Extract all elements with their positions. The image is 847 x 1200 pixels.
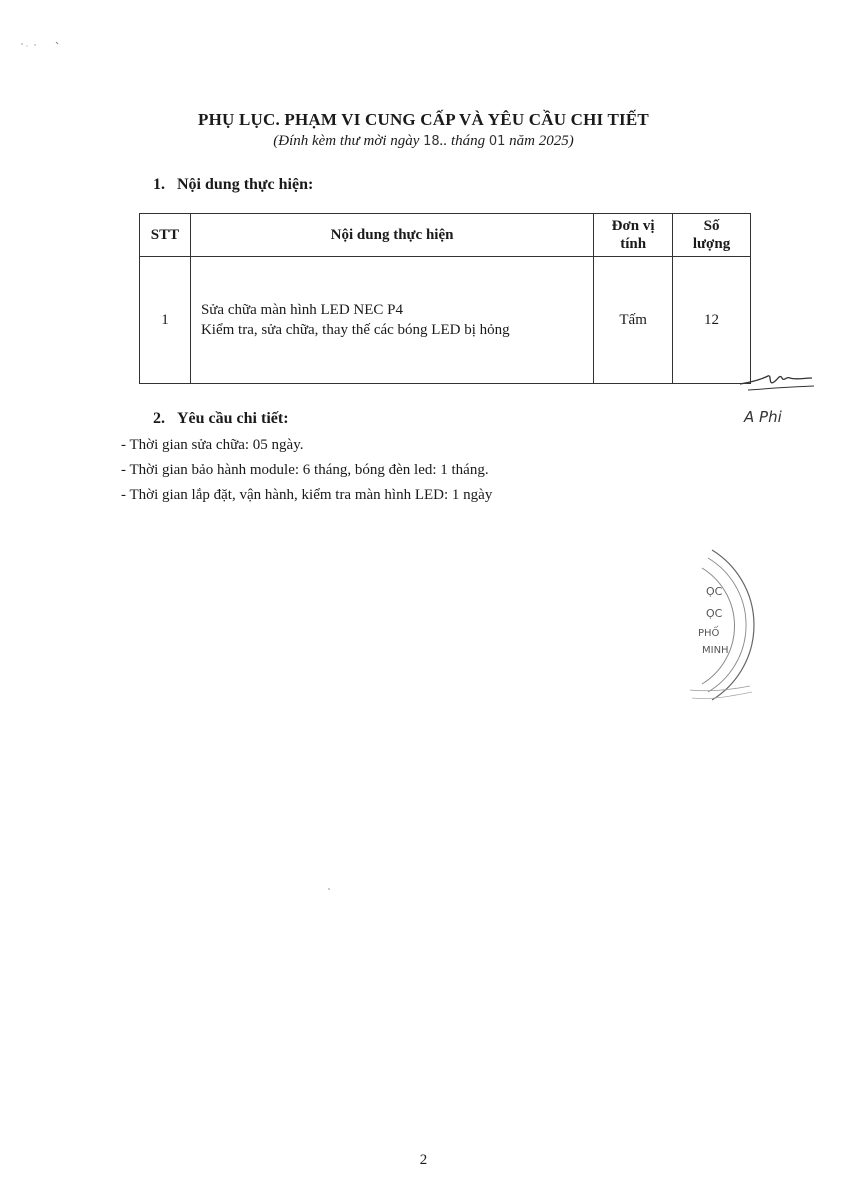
page-number: 2 xyxy=(419,1152,428,1168)
cell-stt: 1 xyxy=(140,257,191,384)
requirement-item: - Thời gian sửa chữa: 05 ngày. xyxy=(121,437,304,453)
handwritten-month: 01 xyxy=(488,134,506,149)
section-1-number: 1. xyxy=(153,176,165,193)
section-2-number: 2. xyxy=(153,410,165,427)
stamp-line1: ỌC xyxy=(706,585,723,598)
header-unit-line1: Đơn vị xyxy=(611,218,655,234)
header-qty xyxy=(673,214,751,257)
section-1-heading xyxy=(153,176,313,194)
subtitle-suffix: năm 2025) xyxy=(505,133,574,149)
cell-unit: Tấm xyxy=(594,257,673,384)
cell-content xyxy=(190,257,593,384)
table-header-row xyxy=(140,214,751,257)
document-title: PHỤ LỤC. PHẠM VI CUNG CẤP VÀ YÊU CẦU CHI TIẾT xyxy=(198,110,649,129)
stamp-line2: ỌC xyxy=(706,607,723,620)
official-stamp xyxy=(680,540,790,720)
header-qty-line2: lượng xyxy=(692,236,731,252)
stamp-line4: MINH xyxy=(702,645,729,656)
requirement-item: - Thời gian bảo hành module: 6 tháng, bóng đèn led: 1 tháng. xyxy=(121,462,489,478)
header-stt: STT xyxy=(140,214,191,257)
requirement-item: - Thời gian lắp đặt, vận hành, kiểm tra màn hình LED: 1 ngày xyxy=(121,487,493,503)
subtitle-middle: .. tháng xyxy=(439,133,489,149)
header-unit-line2: tính xyxy=(620,236,647,252)
cell-qty: 12 xyxy=(673,257,751,384)
header-unit xyxy=(594,214,673,257)
section-2-heading xyxy=(153,410,289,428)
handwritten-day: 18 xyxy=(423,134,440,149)
scan-dot xyxy=(328,888,330,890)
stamp-line3: PHỐ xyxy=(698,628,720,639)
section-1-title: Nội dung thực hiện: xyxy=(177,176,314,193)
cell-content-line1: Sửa chữa màn hình LED NEC P4 xyxy=(200,302,404,318)
table-row xyxy=(140,257,751,384)
section-2-title: Yêu cầu chi tiết: xyxy=(177,410,289,427)
handwritten-signature xyxy=(738,370,818,430)
document-subtitle xyxy=(0,133,847,150)
scan-specks xyxy=(18,36,78,50)
signature-name: A Phi xyxy=(744,408,782,426)
scope-table xyxy=(139,213,751,384)
cell-content-line2: Kiểm tra, sửa chữa, thay thế các bóng LED bị hỏng xyxy=(200,322,510,338)
subtitle-prefix: (Đính kèm thư mời ngày xyxy=(273,133,424,149)
header-qty-line1: Số xyxy=(703,218,720,234)
header-content: Nội dung thực hiện xyxy=(190,214,593,257)
